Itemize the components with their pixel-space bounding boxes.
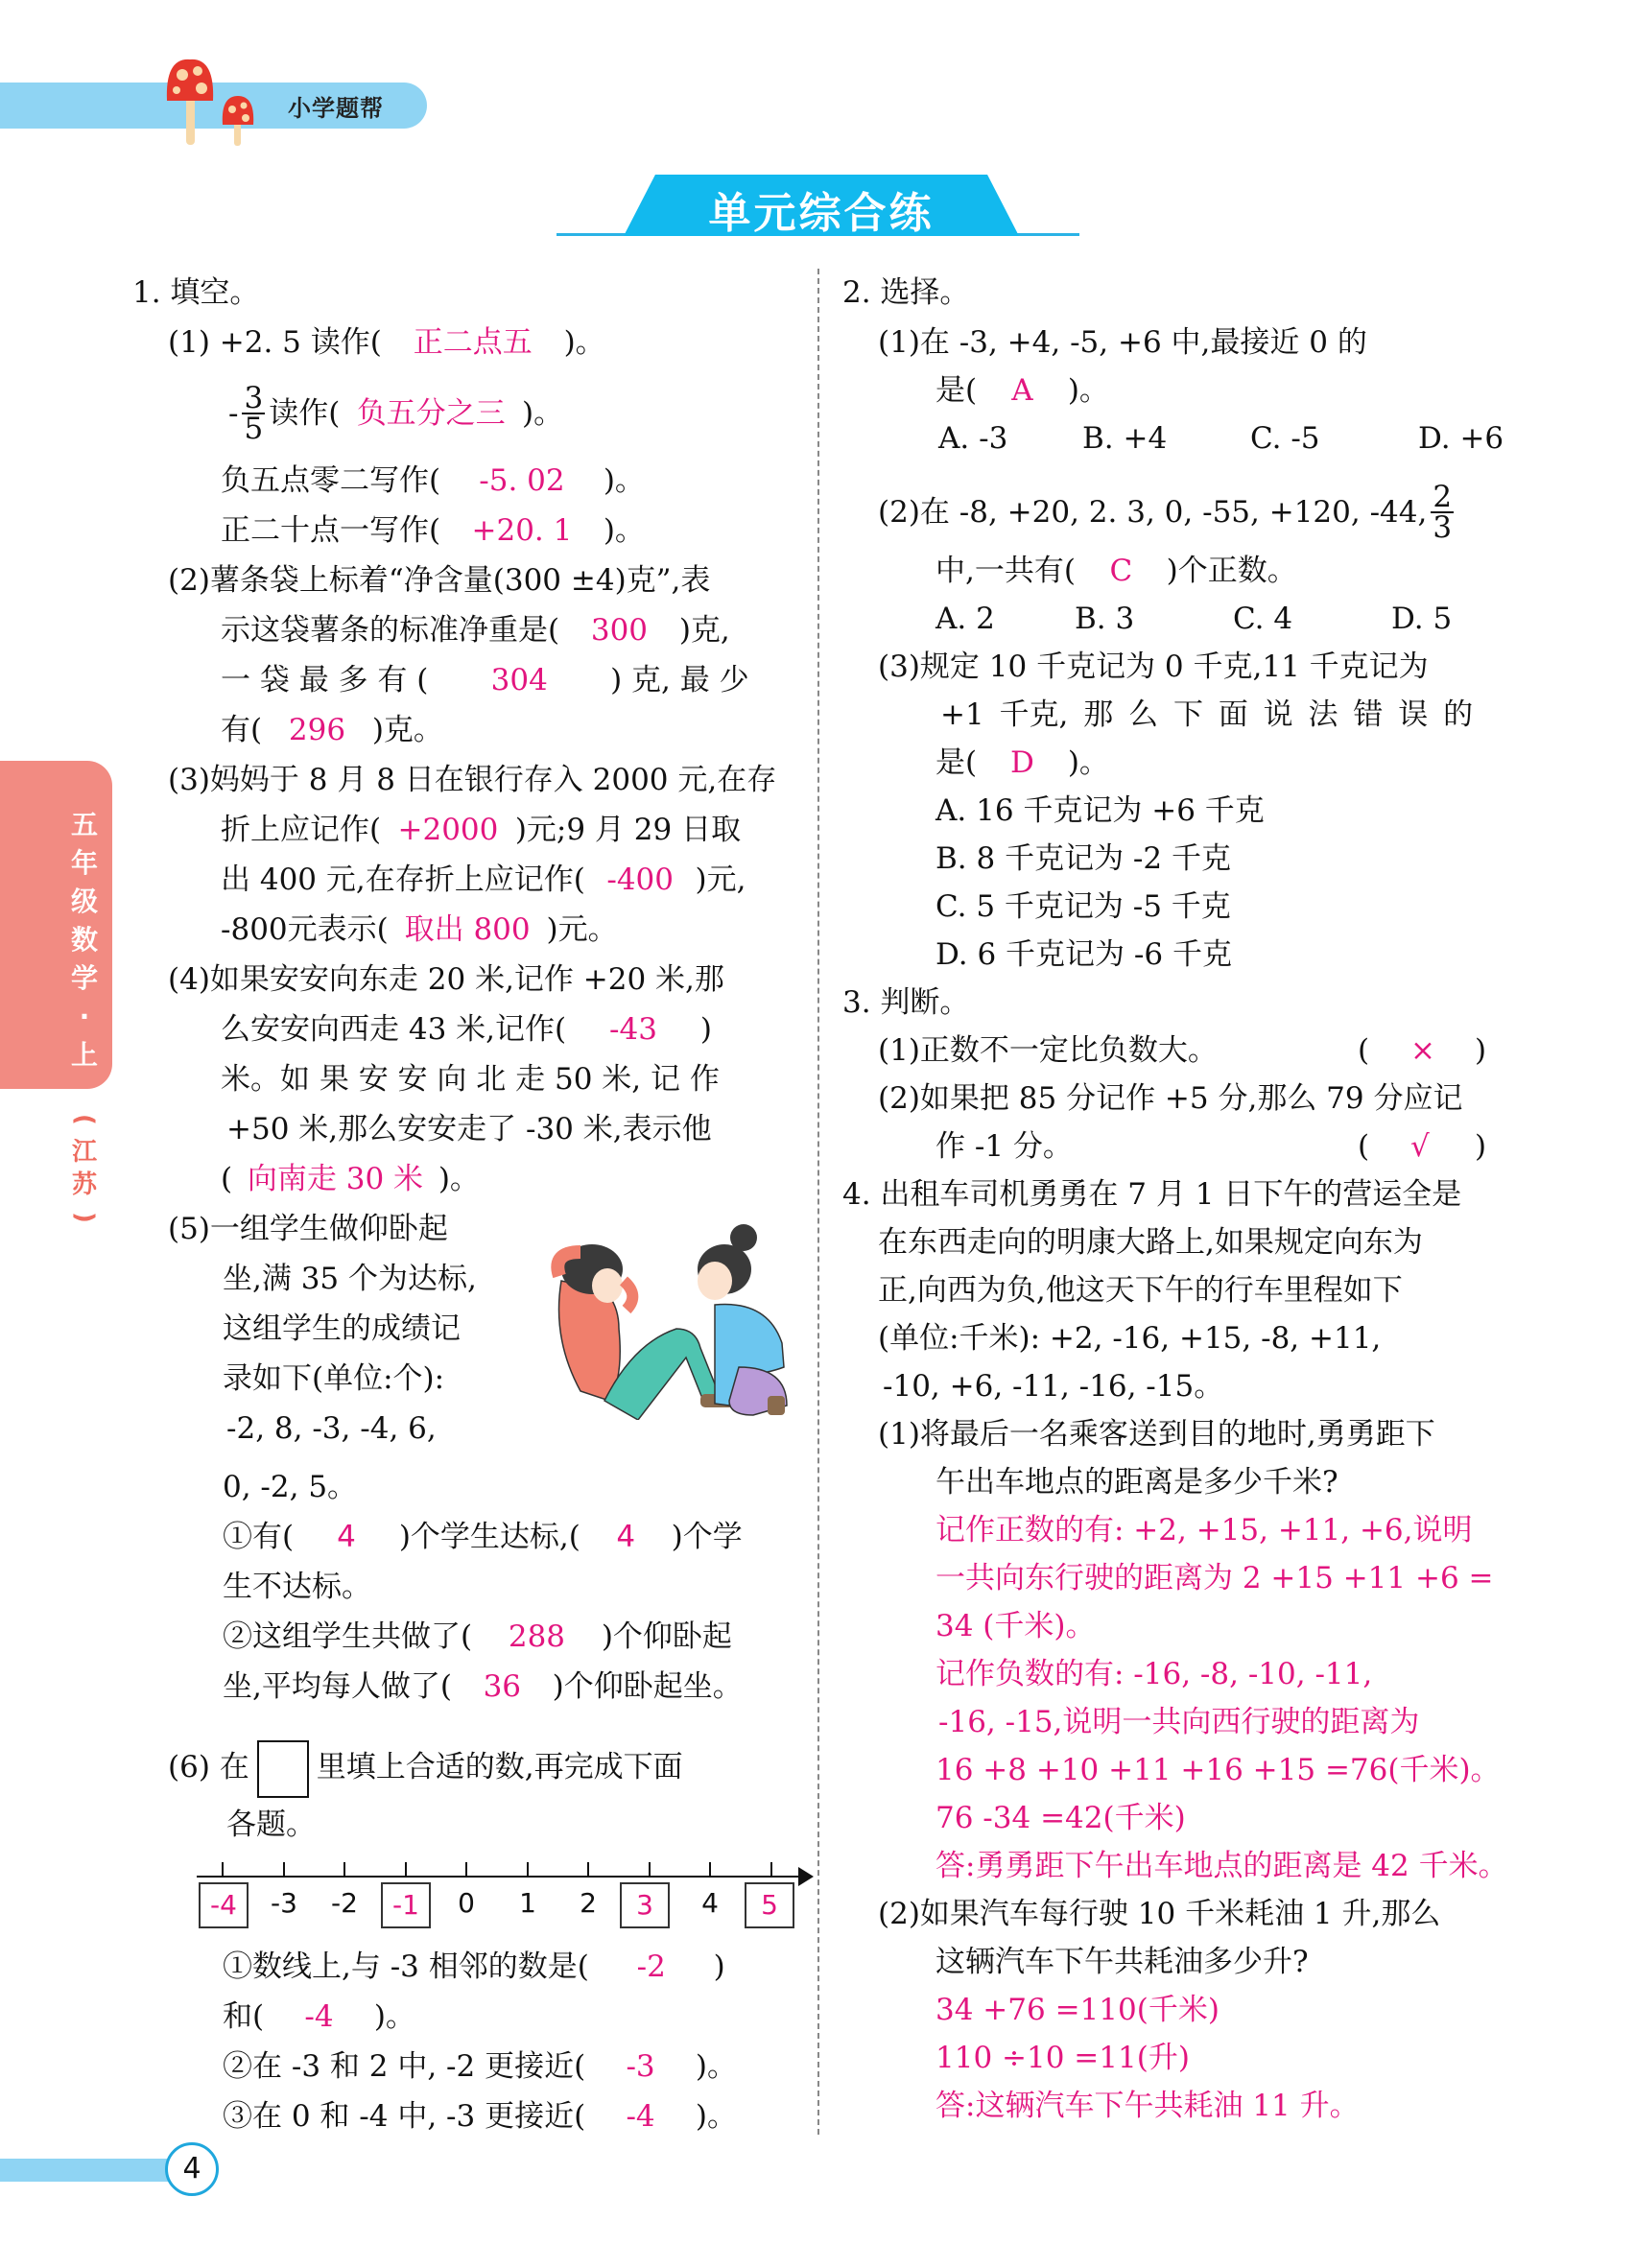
q1-p2-line4 [221, 711, 443, 749]
option-d: D. 5 [1391, 602, 1453, 636]
prompt: 坐,平均每人做了( [223, 1669, 452, 1704]
unit-title: 单元综合练 [708, 189, 935, 238]
grade-label [67, 806, 102, 1075]
answer: +2000 [397, 813, 499, 847]
number-line-label [199, 1882, 249, 1928]
q1-p4-line5 [221, 1160, 480, 1198]
q1-p3-line1: (3)妈妈于 8 月 8 日在银行存入 2000 元,在存 [168, 763, 777, 797]
q2-p3-option-a: A. 16 千克记为 +6 千克 [935, 793, 1265, 828]
region-char: 江 [71, 1138, 97, 1167]
q2-p3-line2: +1 千克, 那 么 下 面 说 法 错 误 的 [940, 697, 1474, 732]
answer-check: √ [1410, 1129, 1430, 1164]
arrow-right-icon [798, 1867, 814, 1886]
grade-char: 年 [70, 847, 98, 879]
q1-p6-line2: 各题。 [226, 1807, 316, 1842]
q3-p2-line1: (2)如果把 85 分记作 +5 分,那么 79 分应记 [878, 1081, 1463, 1116]
prompt: 出 400 元,在存折上应记作( [221, 862, 585, 897]
q4-p1-answer-line: 答:勇勇距下午出车地点的距离是 42 千米。 [935, 1849, 1508, 1883]
option-a: A. 2 [935, 602, 995, 636]
paren: ( [1358, 1129, 1370, 1164]
statement: 作 -1 分。 [935, 1129, 1073, 1164]
answer: -43 [609, 1012, 657, 1047]
grade-char: 五 [70, 809, 98, 840]
blank-box [257, 1740, 309, 1798]
paren: ) [1475, 1129, 1487, 1164]
answer: 5 [761, 1889, 778, 1921]
prompt: )个学生达标,( [398, 1520, 580, 1554]
prompt: )元。 [546, 912, 618, 947]
prompt: ①数线上,与 -3 相邻的数是( [223, 1949, 589, 1984]
q2-p3-option-d: D. 6 千克记为 -6 千克 [935, 937, 1232, 972]
sign: - [228, 396, 239, 431]
number-line-label [381, 1882, 431, 1928]
prompt: )。 [522, 396, 564, 431]
statement: (1)正数不一定比负数大。 [878, 1033, 1218, 1068]
grade-char: 上 [70, 1039, 98, 1071]
prompt: (2)在 -8, +20, 2. 3, 0, -55, +120, -44, [878, 495, 1428, 530]
grade-char: 学 [70, 962, 98, 994]
answer: 304 [490, 663, 548, 697]
tick [405, 1862, 407, 1876]
page-number: 4 [165, 2142, 219, 2196]
answer-cross: × [1410, 1033, 1435, 1068]
footer-band [0, 2159, 178, 2182]
answer: 3 [636, 1889, 653, 1921]
q1-p5-sub2-line2 [223, 1667, 743, 1706]
q4-p2-question: (2)如果汽车每行驶 10 千米耗油 1 升,那么 [878, 1897, 1441, 1931]
option-c: C. -5 [1250, 421, 1320, 456]
number-line-label: -3 [271, 1887, 297, 1919]
number-line-label: 0 [458, 1887, 475, 1919]
q1-p5-line5: -2, 8, -3, -4, 6, [226, 1411, 437, 1446]
q1-p1-line4 [221, 511, 645, 550]
q2-p1-options [938, 419, 1504, 458]
region-char: ( [70, 1114, 99, 1125]
number-line-label [745, 1882, 794, 1928]
q1-p3-line3 [221, 861, 746, 899]
q1-p2-line2 [221, 611, 730, 650]
prompt: )元, [695, 862, 746, 897]
prompt: 是( [935, 373, 978, 408]
q1-p5-line6: 0, -2, 5。 [223, 1470, 358, 1504]
answer: 296 [288, 713, 346, 747]
q4-p1-answer-line: 34 (千米)。 [935, 1609, 1096, 1643]
prompt: )。 [1067, 373, 1109, 408]
prompt: )个正数。 [1166, 554, 1297, 588]
prompt: )克。 [371, 713, 443, 747]
prompt: -800元表示( [221, 912, 389, 947]
q4-stem-line: -10, +6, -11, -16, -15。 [883, 1369, 1224, 1404]
prompt: )。 [563, 325, 605, 360]
paren: ) [1475, 1033, 1487, 1068]
q4-stem-line: 正,向西为负,他这天下午的行车里程如下 [878, 1273, 1403, 1308]
q1-p5-sub1-line2: 生不达标。 [223, 1570, 371, 1604]
prompt: ) [713, 1949, 725, 1984]
prompt: )。 [373, 1999, 415, 2034]
q4-stem-line: 4. 出租车司机勇勇在 7 月 1 日下午的营运全是 [842, 1177, 1462, 1212]
q2-p1-line2 [935, 371, 1109, 410]
q1-p2-line3 [221, 661, 749, 699]
prompt: )。 [695, 2099, 738, 2134]
prompt: ( [221, 1162, 233, 1196]
prompt: 和( [223, 1999, 265, 2034]
q4-stem-line: (单位:千米): +2, -16, +15, -8, +11, [878, 1321, 1382, 1356]
q1-p6-sub1-line2 [223, 1997, 415, 2036]
number-line-label: 2 [580, 1887, 597, 1919]
q2-p3-option-b: B. 8 千克记为 -2 千克 [935, 841, 1231, 876]
tick [527, 1862, 529, 1876]
prompt: 中,一共有( [935, 554, 1076, 588]
tick [770, 1862, 772, 1876]
q1-p4-line3: 米。如 果 安 安 向 北 走 50 米, 记 作 [221, 1062, 720, 1097]
prompt: )元;9 月 29 日取 [514, 813, 742, 847]
answer: C [1109, 554, 1133, 588]
numerator: 2 [1433, 480, 1453, 514]
q1-p1-line2 [228, 381, 564, 446]
q2-p3-line3 [935, 744, 1109, 782]
q2-p3-option-c: C. 5 千克记为 -5 千克 [935, 889, 1231, 924]
answer: 288 [508, 1619, 566, 1654]
prompt: ③在 0 和 -4 中, -3 更接近( [223, 2099, 586, 2134]
region-char: 苏 [71, 1170, 97, 1199]
q1-p5-line4: 录如下(单位:个): [223, 1361, 445, 1396]
option-d: D. +6 [1418, 421, 1504, 456]
prompt: 有( [221, 713, 263, 747]
answer: -4 [210, 1889, 237, 1921]
tick [343, 1862, 345, 1876]
fraction [1431, 480, 1454, 545]
prompt: )个仰卧起坐。 [552, 1669, 743, 1704]
situp-illustration [533, 1223, 792, 1420]
prompt: ) 克, 最 少 [610, 663, 749, 697]
q4-p2-answer-line: 34 +76 =110(千米) [935, 1993, 1220, 2027]
region-char: ) [70, 1212, 99, 1223]
prompt: ①有( [223, 1520, 295, 1554]
answer: -5. 02 [479, 463, 565, 498]
q1-p5-line3: 这组学生的成绩记 [223, 1311, 461, 1346]
number-line-label: 1 [519, 1887, 536, 1919]
q4-p1-question: 午出车地点的距离是多少千米? [935, 1465, 1338, 1500]
q1-p5-sub1 [223, 1518, 743, 1556]
paren: ( [1358, 1033, 1370, 1068]
q3-p1 [878, 1031, 1492, 1070]
prompt: )个学 [671, 1520, 743, 1554]
q4-stem-line: 在东西走向的明康大路上,如果规定向东为 [878, 1225, 1423, 1260]
option-b: B. 3 [1075, 602, 1135, 636]
answer: -1 [392, 1889, 419, 1921]
q1-p6-sub1 [223, 1948, 725, 1986]
option-c: C. 4 [1233, 602, 1293, 636]
number-line-label: 4 [701, 1887, 719, 1919]
prompt: 里填上合适的数,再完成下面 [316, 1750, 683, 1784]
q1-p1-line3 [221, 461, 645, 500]
prompt: 负五点零二写作( [221, 463, 441, 498]
number-line-axis [197, 1876, 806, 1878]
answer: -400 [606, 862, 675, 897]
answer: 300 [590, 613, 649, 648]
q1-title: 1. 填空。 [132, 275, 260, 310]
number-line-label [620, 1882, 670, 1928]
q2-p2-line2 [935, 552, 1297, 590]
prompt: 是( [935, 745, 978, 780]
q3-title: 3. 判断。 [842, 985, 970, 1020]
option-a: A. -3 [938, 421, 1008, 456]
q1-p4-line2 [221, 1010, 712, 1049]
answer: A [1011, 373, 1033, 408]
denominator: 3 [1433, 510, 1453, 545]
tick [709, 1862, 711, 1876]
answer: +20. 1 [471, 513, 573, 548]
q1-p6-sub2 [223, 2047, 737, 2086]
q2-p2-options [935, 600, 1502, 638]
answer: -2 [636, 1949, 666, 1984]
prompt: )。 [695, 2049, 738, 2084]
q1-p5-line1: (5)一组学生做仰卧起 [168, 1212, 448, 1246]
q4-p2-question: 这辆汽车下午共耗油多少升? [935, 1945, 1309, 1979]
column-divider [817, 269, 819, 2135]
q1-p5-line2: 坐,满 35 个为达标, [223, 1262, 477, 1296]
prompt: )。 [603, 463, 645, 498]
answer: 向南走 30 米 [247, 1162, 424, 1196]
prompt: 读作( [269, 396, 341, 431]
prompt: )。 [603, 513, 645, 548]
q1-p3-line4 [221, 910, 618, 949]
tick [283, 1862, 285, 1876]
prompt: (6) 在 [168, 1750, 249, 1784]
tick [465, 1862, 467, 1876]
prompt: 示这袋薯条的标准净重是( [221, 613, 560, 648]
answer: 4 [337, 1520, 356, 1554]
q4-p1-answer-line: -16, -15,说明一共向西行驶的距离为 [938, 1705, 1420, 1739]
q3-p2-line2 [935, 1127, 1492, 1166]
answer: -3 [626, 2049, 655, 2084]
answer: -4 [304, 1999, 334, 2034]
q2-p1-line1: (1)在 -3, +4, -5, +6 中,最接近 0 的 [878, 325, 1367, 360]
grade-char: 级 [70, 886, 98, 917]
prompt: ②这组学生共做了( [223, 1619, 473, 1654]
answer: -4 [626, 2099, 655, 2134]
answer: 取出 800 [404, 912, 531, 947]
q4-p1-answer-line: 一共向东行驶的距离为 2 +15 +11 +6 = [935, 1561, 1494, 1595]
q4-p1-answer-line: 16 +8 +10 +11 +16 +15 =76(千米)。 [935, 1753, 1501, 1787]
prompt: 折上应记作( [221, 813, 382, 847]
prompt: )。 [1067, 745, 1109, 780]
q4-p1-answer-line: 记作正数的有: +2, +15, +11, +6,说明 [935, 1513, 1473, 1547]
numerator: 3 [244, 381, 264, 415]
prompt: ②在 -3 和 2 中, -2 更接近( [223, 2049, 586, 2084]
grade-char: 数 [70, 924, 98, 956]
q4-p2-answer-line: 110 ÷10 =11(升) [935, 2041, 1190, 2075]
q4-p1-question: (1)将最后一名乘客送到目的地时,勇勇距下 [878, 1417, 1435, 1452]
prompt: )克, [678, 613, 730, 648]
q1-p2-line1: (2)薯条袋上标着“净含量(300 ±4)克”,表 [168, 563, 711, 598]
answer: 36 [483, 1669, 522, 1704]
fraction [242, 381, 265, 446]
grade-char: · [79, 1001, 90, 1032]
q1-p3-line2 [221, 811, 741, 849]
answer: 正二点五 [413, 325, 533, 360]
region-label [67, 1103, 102, 1234]
q4-p1-answer-line: 记作负数的有: -16, -8, -10, -11, [935, 1657, 1373, 1691]
brand-label: 小学题帮 [288, 95, 384, 122]
q1-p6-line1 [168, 1738, 683, 1798]
q2-p2-line1 [878, 480, 1457, 545]
answer: 负五分之三 [356, 396, 506, 431]
q1-p4-line1: (4)如果安安向东走 20 米,记作 +20 米,那 [168, 962, 724, 997]
answer: 4 [616, 1520, 636, 1554]
q4-p2-answer-line: 答:这辆汽车下午共耗油 11 升。 [935, 2089, 1360, 2123]
prompt: ) [699, 1012, 712, 1047]
prompt: 正二十点一写作( [221, 513, 441, 548]
tick [587, 1862, 589, 1876]
tick [649, 1862, 651, 1876]
q4-p1-answer-line: 76 -34 =42(千米) [935, 1801, 1186, 1835]
q1-p4-line4: +50 米,那么安安走了 -30 米,表示他 [226, 1112, 712, 1146]
option-b: B. +4 [1082, 421, 1168, 456]
prompt: 么安安向西走 43 米,记作( [221, 1012, 567, 1047]
tick [222, 1862, 224, 1876]
prompt: )。 [438, 1162, 480, 1196]
number-line-label: -2 [331, 1887, 358, 1919]
prompt: )个仰卧起 [601, 1619, 732, 1654]
q2-title: 2. 选择。 [842, 275, 970, 310]
prompt: 一 袋 最 多 有 ( [221, 663, 429, 697]
denominator: 5 [244, 412, 264, 446]
answer: D [1010, 745, 1034, 780]
prompt: (1) +2. 5 读作( [168, 325, 382, 360]
mushroom-icon [163, 58, 278, 149]
q1-p6-sub3 [223, 2097, 737, 2136]
q1-p5-sub2 [223, 1618, 732, 1656]
q1-p1-line1 [168, 323, 605, 362]
q2-p3-line1: (3)规定 10 千克记为 0 千克,11 千克记为 [878, 650, 1429, 684]
